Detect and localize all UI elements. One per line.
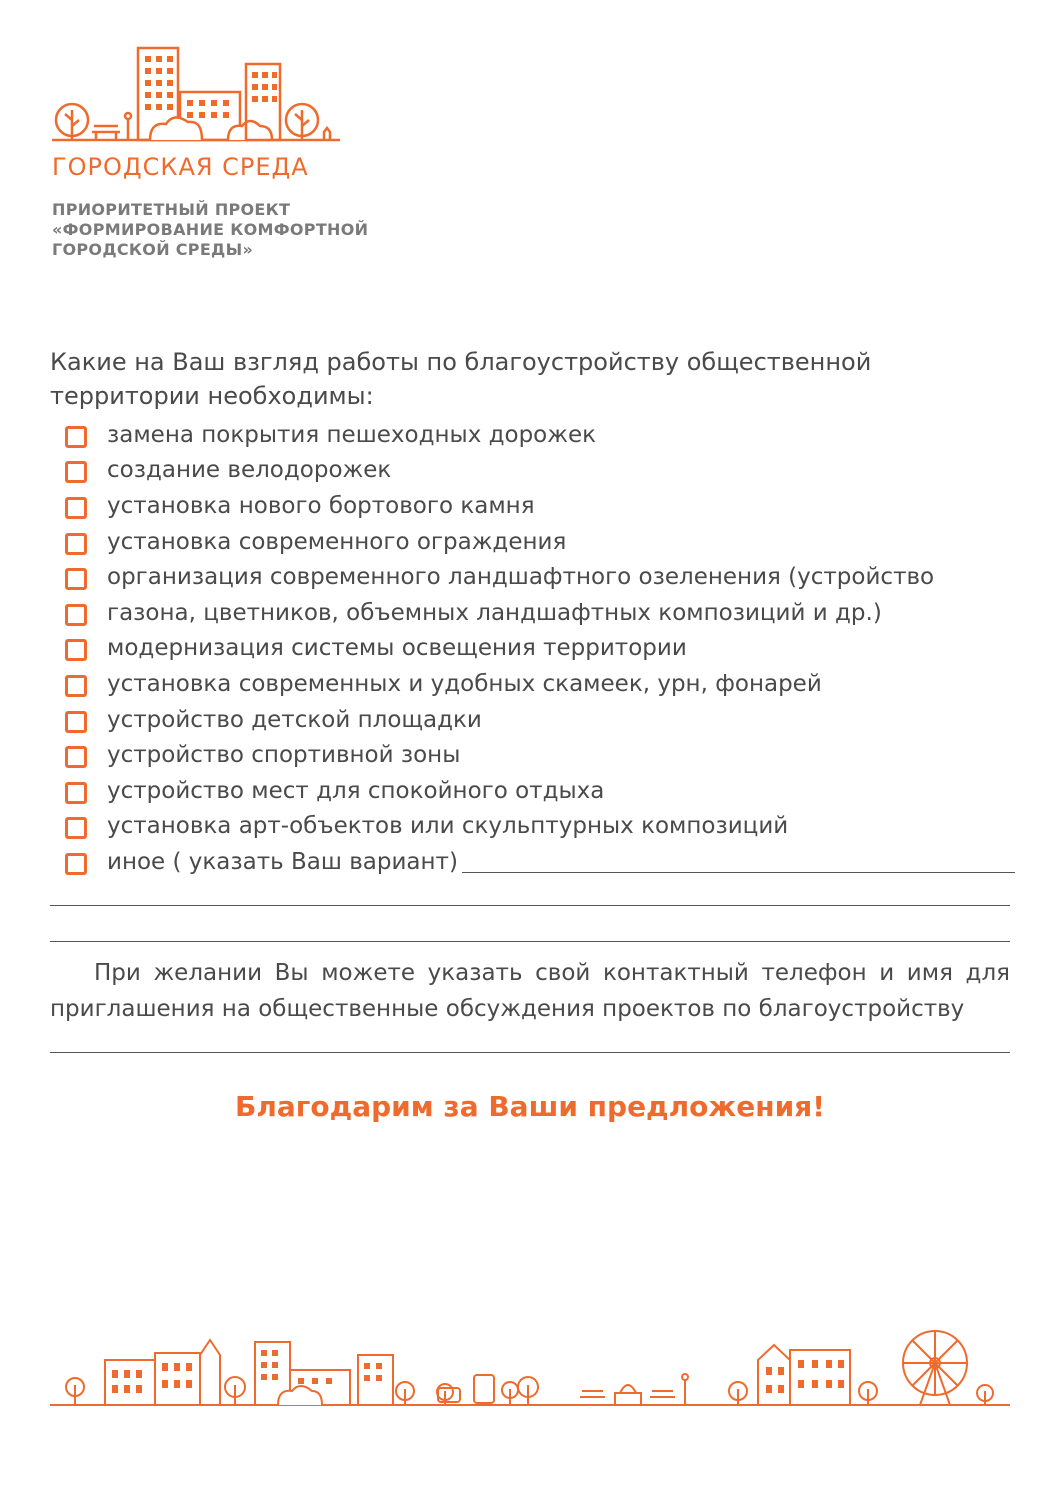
option-item (65, 809, 1015, 845)
checkbox[interactable] (65, 461, 87, 483)
checkbox[interactable] (65, 675, 87, 697)
option-item (65, 631, 1015, 667)
checkbox[interactable] (65, 568, 87, 590)
checkbox[interactable] (65, 746, 87, 768)
option-label: устройство детской площадки (107, 706, 482, 733)
option-label: создание велодорожек (107, 457, 392, 484)
option-item (65, 737, 1015, 773)
project-line-2: «ФОРМИРОВАНИЕ КОМФОРТНОЙ (52, 220, 369, 239)
option-label: модернизация системы освещения территории (107, 635, 687, 662)
option-item (65, 453, 1015, 489)
option-label: устройство мест для спокойного отдыха (107, 777, 605, 804)
option-label: установка современного ограждения (107, 528, 567, 555)
option-label: замена покрытия пешеходных дорожек (107, 421, 597, 448)
checkbox[interactable] (65, 533, 87, 555)
contact-prompt: При желании Вы можете указать свой контактный телефон и имя для приглашения на общественные обсуждения проектов по благоустройству (50, 960, 1010, 1022)
answer-line[interactable] (50, 941, 1010, 942)
project-line-3: ГОРОДСКОЙ СРЕДЫ» (52, 240, 254, 259)
checkbox[interactable] (65, 711, 87, 733)
option-label: устройство спортивной зоны (107, 742, 461, 769)
answer-line[interactable] (50, 905, 1010, 906)
checkbox[interactable] (65, 604, 87, 626)
checkbox[interactable] (65, 497, 87, 519)
option-item (65, 595, 1015, 631)
checkbox[interactable] (65, 853, 87, 875)
option-label: иное ( указать Ваш вариант) (107, 848, 458, 875)
contact-line[interactable] (50, 1052, 1010, 1053)
option-item (65, 559, 1015, 595)
option-label: организация современного ландшафтного озеленения (устройство (107, 564, 935, 591)
option-item (65, 702, 1015, 738)
project-subtitle (52, 200, 368, 260)
option-item (65, 773, 1015, 809)
option-item (65, 524, 1015, 560)
option-item (65, 666, 1015, 702)
option-label: газона, цветников, объемных ландшафтных композиций и др.) (107, 599, 882, 626)
options-list (65, 417, 1015, 880)
option-label: установка нового бортового камня (107, 492, 535, 519)
thanks-heading: Благодарим за Ваши предложения! (235, 1090, 825, 1123)
brand-title: ГОРОДСКАЯ СРЕДА (52, 153, 309, 181)
checkbox[interactable] (65, 817, 87, 839)
other-answer-line[interactable] (462, 850, 1015, 873)
checkbox[interactable] (65, 426, 87, 448)
checkbox[interactable] (65, 782, 87, 804)
skyline-illustration (50, 1325, 1010, 1410)
option-label: установка современных и удобных скамеек, урн, фонарей (107, 670, 822, 697)
option-label: установка арт-объектов или скульптурных композиций (107, 813, 789, 840)
option-item (65, 488, 1015, 524)
checkbox[interactable] (65, 639, 87, 661)
option-item (65, 417, 1015, 453)
option-item-other (65, 844, 1015, 880)
project-line-1: ПРИОРИТЕТНЫЙ ПРОЕКТ (52, 200, 291, 219)
survey-question: Какие на Ваш взгляд работы по благоустройству общественной территории необходимы: (50, 348, 872, 410)
